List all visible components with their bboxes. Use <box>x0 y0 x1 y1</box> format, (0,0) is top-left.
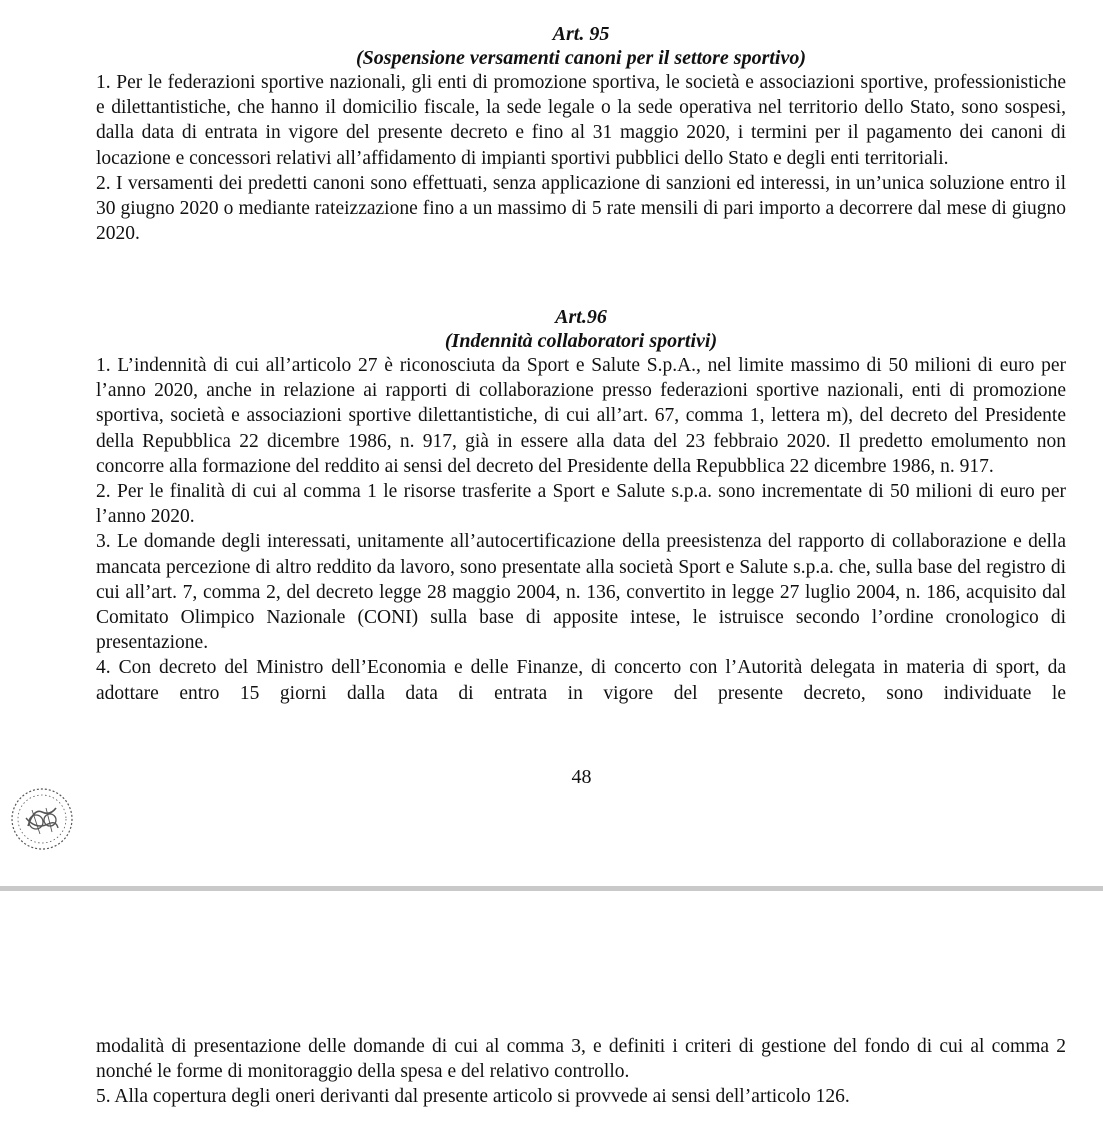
article-95-paragraph-2: 2. I versamenti dei predetti canoni sono effettuati, senza applicazione di sanzioni ed interessi, in un’unica soluzione entro il 30 giugno 2020 o mediante rateizzazione fino a un massimo di 5 rate mensili di pari importo a decorrere dal mese di giugno 2020. <box>96 172 1066 245</box>
article-96-title: Art.96 <box>555 306 607 328</box>
article-95-title: Art. 95 <box>552 23 610 45</box>
page-number: 48 <box>571 766 592 788</box>
article-95-paragraph-1: 1. Per le federazioni sportive nazionali, gli enti di promozione sportiva, le società e associazioni sportive, professionistiche e dilettantistiche, che hanno il domicilio fiscale, la sede legale o la sede operativa nel territorio dello Stato, sono sospesi, dalla data di entrata in vigore del presente decreto e fino al 31 maggio 2020, i termini per il pagamento dei canoni di locazione e concessori relativi all’affidamento di impianti sportivi pubblici dello Stato e degli enti territoriali. <box>96 72 1066 169</box>
document-page-49-top <box>0 891 1103 1132</box>
article-95 <box>96 22 1066 246</box>
article-96-continued <box>96 1034 1066 1110</box>
article-96-paragraph-4-end: modalità di presentazione delle domande di cui al comma 3, e definiti i criteri di gestione del fondo di cui al comma 2 nonché le forme di monitoraggio della spesa e del relativo controllo. <box>96 1036 1066 1083</box>
article-96 <box>96 305 1066 706</box>
article-96-paragraph-3: 3. Le domande degli interessati, unitamente all’autocertificazione della preesistenza del rapporto di collaborazione e della mancata percezione di altro reddito da lavoro, sono presentate alla società Sport e Salute s.p.a. che, sulla base del registro di cui all’art. 7, comma 2, del decreto legge 28 maggio 2004, n. 136, convertito in legge 27 luglio 2004, n. 186, acquisito dal Comitato Olimpico Nazionale (CONI) sulla base di apposite intese, le istruisce secondo l’ordine cronologico di presentazione. <box>96 531 1066 654</box>
article-96-paragraph-1: 1. L’indennità di cui all’articolo 27 è riconosciuta da Sport e Salute S.p.A., nel limite massimo di 50 milioni di euro per l’anno 2020, anche in relazione ai rapporti di collaborazione presso federazioni sportive nazionali, enti di promozione sportiva, società e associazioni sportive dilettantistiche, di cui all’art. 67, comma 1, lettera m), del decreto del Presidente della Repubblica 22 dicembre 1986, n. 917, già in essere alla data del 23 febbraio 2020. Il predetto emolumento non concorre alla formazione del reddito ai sensi del decreto del Presidente della Repubblica 22 dicembre 1986, n. 917. <box>96 355 1066 477</box>
article-95-subtitle: (Sospensione versamenti canoni per il settore sportivo) <box>356 47 806 69</box>
article-96-paragraph-5: 5. Alla copertura degli oneri derivanti dal presente articolo si provvede ai sensi dell’articolo 126. <box>96 1086 850 1108</box>
article-96-paragraph-4-start: 4. Con decreto del Ministro dell’Economia e delle Finanze, di concerto con l’Autorità delegata in materia di sport, da adottare entro 15 giorni dalla data di entrata in vigore del presente decreto, sono individuate le <box>96 657 1066 704</box>
official-stamp-icon <box>6 778 78 860</box>
article-96-paragraph-2: 2. Per le finalità di cui al comma 1 le risorse trasferite a Sport e Salute s.p.a. sono incrementate di 50 milioni di euro per l’anno 2020. <box>96 481 1066 528</box>
article-96-subtitle: (Indennità collaboratori sportivi) <box>444 330 718 352</box>
